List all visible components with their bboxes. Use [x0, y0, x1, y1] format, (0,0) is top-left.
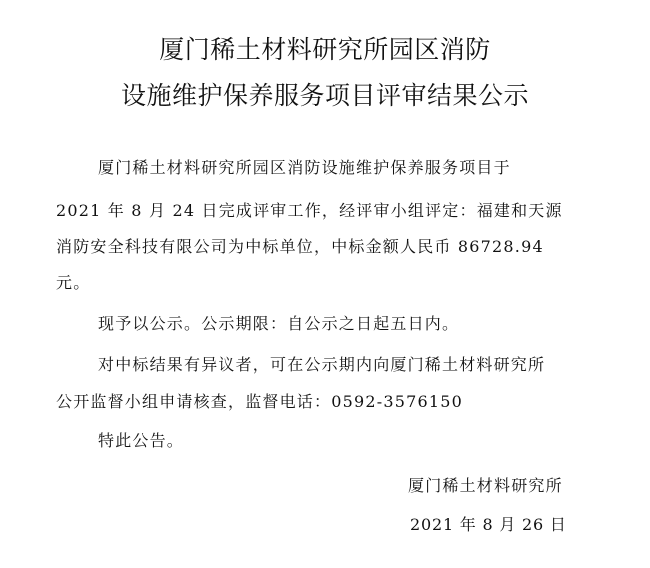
- body-paragraph-4: 特此公告。: [98, 431, 185, 450]
- body-paragraph-3-line-1: 对中标结果有异议者，可在公示期内向厦门稀土材料研究所: [98, 355, 546, 374]
- body-paragraph-1-line-2: 2021 年 8 月 24 日完成评审工作，经评审小组评定：福建和天源: [56, 201, 563, 220]
- body-paragraph-2: 现予以公示。公示期限：自公示之日起五日内。: [98, 314, 460, 333]
- body-paragraph-1-line-1: 厦门稀土材料研究所园区消防设施维护保养服务项目于: [98, 158, 511, 177]
- body-paragraph-3-line-2: 公开监督小组申请核查，监督电话：0592-3576150: [56, 392, 463, 411]
- signature-date: 2021 年 8 月 26 日: [410, 515, 567, 534]
- body-paragraph-1-line-4: 元。: [56, 273, 91, 292]
- signature-organization: 厦门稀土材料研究所: [408, 476, 563, 495]
- document-title-line-2: 设施维护保养服务项目评审结果公示: [120, 81, 529, 110]
- document-title-line-1: 厦门稀土材料研究所园区消防: [159, 35, 491, 64]
- body-paragraph-1-line-3: 消防安全科技有限公司为中标单位，中标金额人民币 86728.94: [56, 237, 544, 256]
